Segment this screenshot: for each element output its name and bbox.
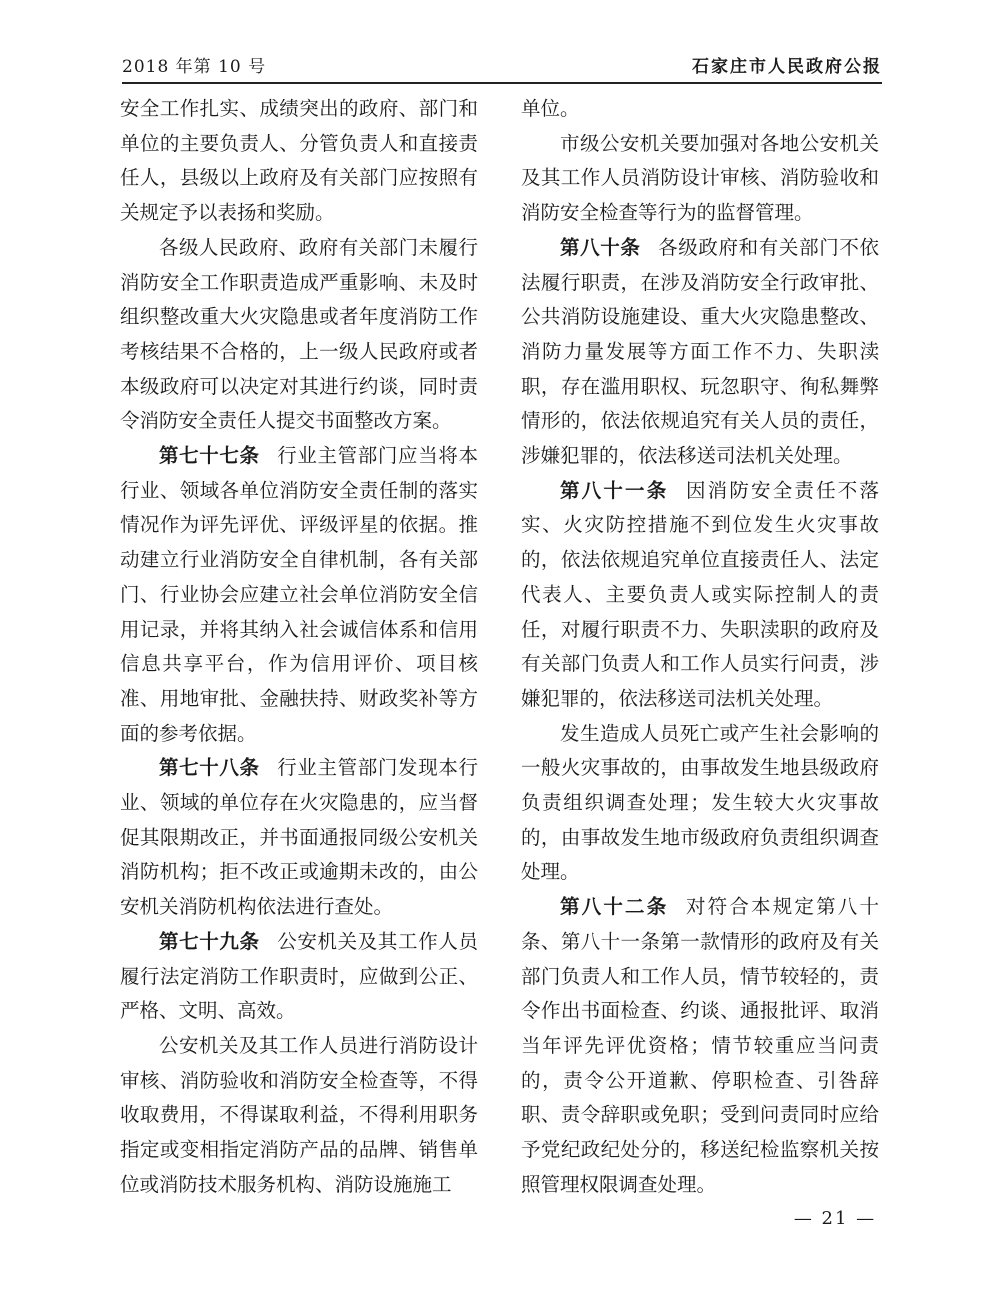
article-77	[120, 439, 478, 751]
article-80	[521, 231, 879, 474]
article-81	[521, 474, 879, 717]
right-column	[521, 92, 879, 1203]
article-text: 行业主管部门应当将本行业、领域各单位消防安全责任制的落实情况作为评先评优、评级评星的依据。推动建立行业消防安全自律机制，各有关部门、行业协会应建立社会单位消防安全信用记录，并将其纳入社会诚信体系和信用信息共享平台，作为信用评价、项目核准、用地审批、金融扶持、财政奖补等方面的参考依据。	[120, 444, 478, 745]
publication-title: 石家庄市人民政府公报	[692, 57, 882, 77]
article-title: 第八十条	[560, 235, 641, 259]
article-text: 公安机关及其工作人员履行法定消防工作职责时，应做到公正、严格、文明、高效。	[120, 929, 478, 1023]
article-78	[120, 751, 478, 925]
article-title: 第七十八条	[159, 756, 260, 780]
left-column	[120, 92, 478, 1203]
article-82	[521, 890, 879, 1202]
article-text: 因消防安全责任不落实、火灾防控措施不到位发生火灾事故的，依法依规追究单位直接责任人、法定代表人、主要负责人或实际控制人的责任，对履行职责不力、失职渎职的政府及有关部门负责人和工作人员实行问责，涉嫌犯罪的，依法移送司法机关处理。	[521, 478, 879, 710]
article-text: 各级政府和有关部门不依法履行职责，在涉及消防安全行政审批、公共消防设施建设、重大火灾隐患整改、消防力量发展等方面工作不力、失职渎职，存在滥用职权、玩忽职守、徇私舞弊情形的，依法依规追究有关人员的责任，涉嫌犯罪的，依法移送司法机关处理。	[521, 235, 879, 468]
paragraph: 市级公安机关要加强对各地公安机关及其工作人员消防设计审核、消防验收和消防安全检查等行为的监督管理。	[521, 131, 879, 225]
article-title: 第八十一条	[560, 478, 669, 502]
article-text: 行业主管部门发现本行业、领域的单位存在火灾隐患的，应当督促其限期改正，并书面通报同级公安机关消防机构；拒不改正或逾期未改的，由公安机关消防机构依法进行查处。	[120, 756, 478, 919]
page-header	[122, 48, 882, 84]
article-title: 第七十九条	[159, 929, 260, 953]
paragraph: 单位。	[521, 97, 580, 120]
paragraph: 各级人民政府、政府有关部门未履行消防安全工作职责造成严重影响、未及时组织整改重大火灾隐患或者年度消防工作考核结果不合格的，上一级人民政府或者本级政府可以决定对其进行约谈，同时责令消防安全责任人提交书面整改方案。	[120, 235, 478, 433]
article-79	[120, 925, 478, 1029]
article-text: 对符合本规定第八十条、第八十一条第一款情形的政府及有关部门负责人和工作人员，情节较轻的，责令作出书面检查、约谈、通报批评、取消当年评先评优资格；情节较重应当问责的，责令公开道歉、停职检查、引咎辞职、责令辞职或免职；受到问责同时应给予党纪政纪处分的，移送纪检监察机关按照管理权限调查处理。	[521, 895, 879, 1196]
issue-number: 2018 年第 10 号	[122, 57, 267, 77]
paragraph: 公安机关及其工作人员进行消防设计审核、消防验收和消防安全检查等，不得收取费用，不得谋取利益，不得利用职务指定或变相指定消防产品的品牌、销售单位或消防技术服务机构、消防设施施工	[120, 1033, 478, 1196]
page-number: — 21 —	[793, 1208, 877, 1229]
paragraph: 发生造成人员死亡或产生社会影响的一般火灾事故的，由事故发生地县级政府负责组织调查处理；发生较大火灾事故的，由事故发生地市级政府负责组织调查处理。	[521, 721, 879, 884]
article-title: 第八十二条	[560, 895, 669, 919]
article-title: 第七十七条	[159, 444, 260, 468]
paragraph: 安全工作扎实、成绩突出的政府、部门和单位的主要负责人、分管负责人和直接责任人，县级以上政府及有关部门应按照有关规定予以表扬和奖励。	[120, 97, 478, 225]
